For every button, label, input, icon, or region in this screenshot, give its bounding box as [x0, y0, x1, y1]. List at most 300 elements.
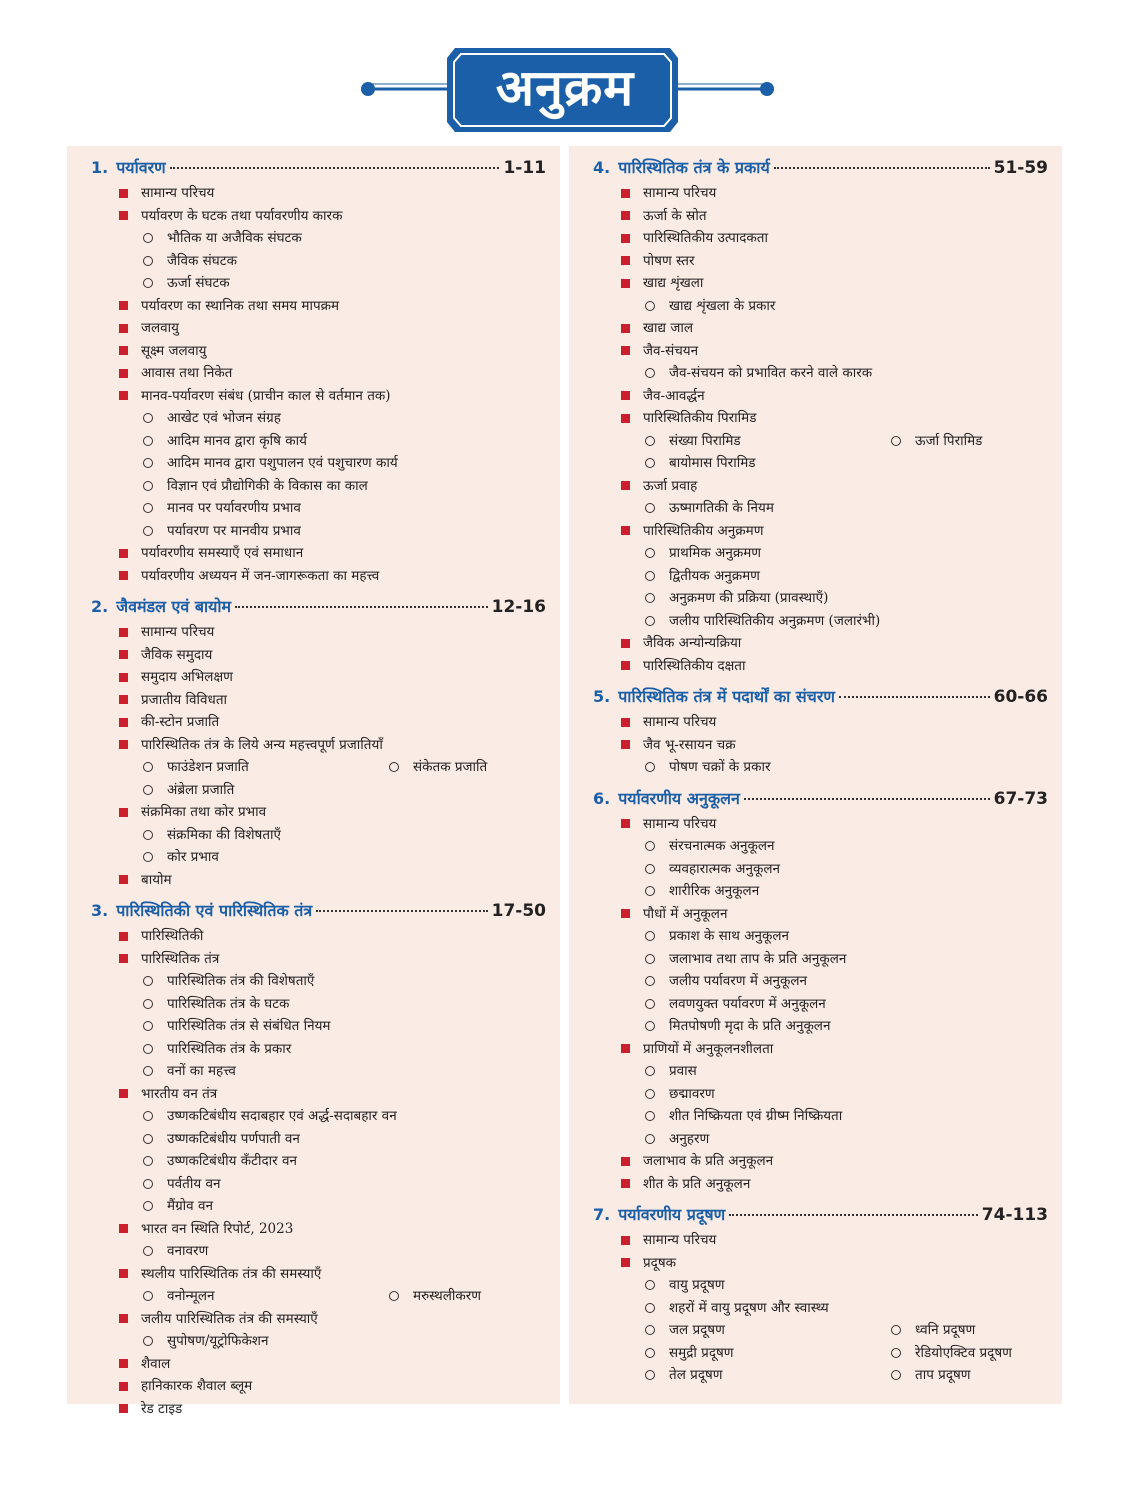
toc-topic[interactable] — [593, 250, 1048, 273]
toc-subtopic[interactable] — [593, 1083, 1048, 1106]
circle-bullet-icon — [645, 593, 655, 603]
toc-topic[interactable] — [91, 1218, 546, 1241]
circle-bullet-icon — [389, 1291, 399, 1301]
toc-topic[interactable] — [91, 666, 546, 689]
toc-entry — [119, 734, 383, 757]
toc-entry — [143, 824, 281, 847]
dot-leader — [316, 910, 487, 912]
toc-topic[interactable] — [91, 1398, 546, 1421]
toc-entry — [621, 813, 716, 836]
square-bullet-icon — [119, 1089, 128, 1098]
toc-entry — [143, 1173, 221, 1196]
circle-bullet-icon — [645, 571, 655, 581]
toc-entry-text: शहरों में वायु प्रदूषण और स्वास्थ्य — [669, 1299, 829, 1316]
toc-entry — [891, 1319, 975, 1342]
toc-entry-text: शैवाल — [141, 1355, 171, 1372]
toc-entry — [645, 970, 807, 993]
square-bullet-icon — [119, 1224, 128, 1233]
toc-entry-text: मानव-पर्यावरण संबंध (प्राचीन काल से वर्तमान तक) — [141, 387, 391, 404]
chapter-heading[interactable] — [593, 787, 1048, 813]
toc-subtopic[interactable] — [593, 1128, 1048, 1151]
toc-entry-text: विज्ञान एवं प्रौद्योगिकी के विकास का काल — [167, 477, 368, 494]
square-bullet-icon — [621, 391, 630, 400]
toc-subtopic[interactable] — [593, 1342, 1048, 1365]
toc-topic[interactable] — [91, 1083, 546, 1106]
toc-subtopic[interactable] — [593, 756, 1048, 779]
toc-entry-text: पारिस्थितिकीय दक्षता — [643, 657, 746, 674]
toc-entry-text: उष्णकटिबंधीय पर्णपाती वन — [167, 1130, 300, 1147]
toc-entry — [143, 1015, 331, 1038]
toc-topic[interactable] — [593, 1252, 1048, 1275]
circle-bullet-icon — [645, 436, 655, 446]
toc-topic[interactable] — [91, 711, 546, 734]
toc-entry-text: तेल प्रदूषण — [669, 1367, 723, 1383]
toc-entry-text: रेड टाइड — [141, 1400, 183, 1417]
toc-entry — [645, 295, 775, 318]
toc-subtopic[interactable] — [593, 610, 1048, 633]
toc-topic[interactable] — [91, 925, 546, 948]
circle-bullet-icon — [645, 864, 655, 874]
page-range: 74-113 — [981, 1205, 1048, 1225]
toc-entry-text: प्रकाश के साथ अनुकूलन — [669, 928, 790, 944]
toc-entry — [119, 340, 207, 363]
toc-subtopic[interactable] — [91, 970, 546, 993]
toc-entry — [645, 880, 759, 903]
toc-entry — [143, 250, 237, 273]
toc-entry — [645, 1297, 829, 1320]
square-bullet-icon — [119, 954, 128, 963]
square-bullet-icon — [119, 369, 128, 378]
toc-topic[interactable] — [91, 317, 546, 340]
toc-subtopic[interactable] — [91, 430, 546, 453]
toc-entry-text: मितपोषणी मृदा के प्रति अनुकूलन — [669, 1018, 831, 1034]
toc-subtopic[interactable] — [593, 993, 1048, 1016]
toc-chapter — [593, 156, 1048, 677]
toc-subtopic[interactable] — [91, 1015, 546, 1038]
toc-entry — [143, 1240, 208, 1263]
square-bullet-icon — [621, 740, 630, 749]
toc-entry-text: अंब्रेला प्रजाति — [167, 781, 235, 798]
circle-bullet-icon — [143, 278, 153, 288]
square-bullet-icon — [119, 740, 128, 749]
toc-subtopic[interactable] — [593, 362, 1048, 385]
toc-entry — [621, 1229, 716, 1252]
toc-subtopic[interactable] — [91, 407, 546, 430]
toc-topic[interactable] — [593, 734, 1048, 757]
toc-entry-text: शारीरिक अनुकूलन — [669, 883, 760, 899]
toc-entry-text: जैव भू-रसायन चक्र — [643, 736, 736, 753]
toc-topic[interactable] — [593, 340, 1048, 363]
toc-entry — [119, 205, 342, 228]
toc-entry-text: प्रदूषक — [643, 1254, 677, 1271]
chapter-heading[interactable] — [91, 156, 546, 182]
toc-entry — [143, 520, 301, 543]
toc-entry — [143, 452, 398, 475]
square-bullet-icon — [621, 481, 630, 490]
toc-chapter — [593, 685, 1048, 779]
circle-bullet-icon — [645, 1089, 655, 1099]
chapter-heading[interactable] — [593, 156, 1048, 182]
toc-column-left — [67, 146, 560, 1417]
toc-entry-text: बायोम — [141, 871, 172, 888]
toc-entry-text: अनुहरण — [669, 1130, 710, 1147]
circle-bullet-icon — [143, 1111, 153, 1121]
toc-topic[interactable] — [593, 407, 1048, 430]
toc-subtopic[interactable] — [91, 1038, 546, 1061]
toc-entry — [645, 1060, 697, 1083]
toc-entry — [119, 182, 214, 205]
toc-topic[interactable] — [593, 1173, 1048, 1196]
toc-entry-text: पोषण स्तर — [643, 252, 695, 269]
circle-bullet-icon — [645, 999, 655, 1009]
toc-entry-text: संक्रमिका तथा कोर प्रभाव — [141, 804, 267, 820]
toc-entry — [119, 869, 172, 892]
circle-bullet-icon — [645, 1370, 655, 1380]
square-bullet-icon — [119, 391, 128, 400]
toc-entry-text: संकेतक प्रजाति — [413, 759, 488, 775]
toc-entry — [119, 1308, 318, 1331]
toc-topic[interactable] — [593, 711, 1048, 734]
toc-entry-text: पर्यावरणीय समस्याएँ एवं समाधान — [141, 545, 304, 561]
toc-subtopic[interactable] — [593, 497, 1048, 520]
square-bullet-icon — [119, 718, 128, 727]
chapter-number: 3. — [91, 901, 109, 920]
toc-subtopic[interactable] — [91, 272, 546, 295]
toc-entry — [143, 1195, 213, 1218]
circle-bullet-icon — [891, 1370, 901, 1380]
toc-entry — [645, 565, 760, 588]
toc-entry — [143, 497, 301, 520]
toc-topic[interactable] — [91, 205, 546, 228]
toc-entry — [645, 1128, 709, 1151]
square-bullet-icon — [621, 256, 630, 265]
toc-subtopic[interactable] — [91, 1330, 546, 1353]
toc-subtopic[interactable] — [91, 520, 546, 543]
circle-bullet-icon — [143, 785, 153, 795]
circle-bullet-icon — [645, 301, 655, 311]
toc-entry — [119, 1353, 170, 1376]
toc-entry-text: सामान्य परिचय — [643, 714, 717, 730]
circle-bullet-icon — [143, 1246, 153, 1256]
toc-entry-text: सूक्ष्म जलवायु — [141, 342, 207, 359]
toc-entry-text: उष्णकटिबंधीय कँटीदार वन — [167, 1153, 297, 1169]
toc-entry-text: सामान्य परिचय — [643, 185, 717, 201]
toc-entry-text: ऊर्जा प्रवाह — [643, 477, 698, 494]
toc-entry — [621, 1150, 773, 1173]
toc-subtopic[interactable] — [91, 250, 546, 273]
toc-topic[interactable] — [593, 1038, 1048, 1061]
toc-topic[interactable] — [91, 689, 546, 712]
square-bullet-icon — [621, 639, 630, 648]
circle-bullet-icon — [645, 1280, 655, 1290]
toc-topic[interactable] — [91, 542, 546, 565]
square-bullet-icon — [119, 673, 128, 682]
toc-entry — [143, 475, 368, 498]
toc-entry-text: सामान्य परिचय — [141, 624, 215, 640]
toc-subtopic[interactable] — [91, 1240, 546, 1263]
toc-entry — [621, 632, 741, 655]
circle-bullet-icon — [645, 458, 655, 468]
circle-bullet-icon — [143, 458, 153, 468]
toc-subtopic[interactable] — [593, 948, 1048, 971]
toc-subtopic[interactable] — [593, 1364, 1048, 1387]
toc-topic[interactable] — [593, 520, 1048, 543]
toc-subtopic[interactable] — [91, 1173, 546, 1196]
toc-subtopic[interactable] — [91, 993, 546, 1016]
toc-entry-text: आखेट एवं भोजन संग्रह — [167, 410, 281, 426]
toc-entry — [645, 1274, 725, 1297]
toc-subtopic[interactable] — [91, 824, 546, 847]
toc-entry — [119, 666, 233, 689]
toc-topic[interactable] — [593, 1229, 1048, 1252]
chapter-title: पर्यावरणीय प्रदूषण — [618, 1205, 726, 1224]
toc-entry — [621, 1038, 773, 1061]
circle-bullet-icon — [891, 436, 901, 446]
toc-entry-text: ऊष्मागतिकी के नियम — [669, 500, 774, 516]
square-bullet-icon — [621, 1044, 630, 1053]
toc-entry-text: फाउंडेशन प्रजाति — [167, 759, 249, 775]
square-bullet-icon — [119, 1382, 128, 1391]
toc-entry — [119, 711, 219, 734]
toc-subtopic[interactable] — [593, 925, 1048, 948]
toc-entry — [645, 1015, 830, 1038]
toc-entry-text: रेडियोएक्टिव प्रदूषण — [915, 1344, 1012, 1361]
toc-entry — [645, 542, 761, 565]
toc-entry — [645, 1083, 715, 1106]
square-bullet-icon — [621, 279, 630, 288]
circle-bullet-icon — [143, 436, 153, 446]
toc-subtopic[interactable] — [593, 1060, 1048, 1083]
circle-bullet-icon — [143, 762, 153, 772]
toc-subtopic[interactable] — [593, 587, 1048, 610]
toc-entry-text: पर्यावरण पर मानवीय प्रभाव — [167, 522, 301, 539]
toc-topic[interactable] — [593, 385, 1048, 408]
toc-entry-text: जलवायु — [141, 320, 180, 336]
toc-entry-text: पौधों में अनुकूलन — [643, 905, 728, 922]
toc-entry — [645, 1364, 891, 1387]
page-range: 17-50 — [491, 901, 546, 921]
toc-topic[interactable] — [91, 869, 546, 892]
toc-entry — [143, 227, 302, 250]
dot-leader — [744, 798, 990, 800]
circle-bullet-icon — [143, 976, 153, 986]
toc-entry-text: पारिस्थितिकीय पिरामिड — [643, 410, 757, 426]
toc-entry — [621, 340, 698, 363]
toc-chapter — [91, 899, 546, 1420]
circle-bullet-icon — [645, 548, 655, 558]
toc-entry — [119, 644, 212, 667]
toc-subtopic[interactable] — [593, 295, 1048, 318]
toc-chapter — [91, 595, 546, 891]
toc-topic[interactable] — [593, 227, 1048, 250]
toc-topic[interactable] — [91, 1375, 546, 1398]
toc-topic[interactable] — [593, 475, 1048, 498]
toc-subtopic[interactable] — [593, 835, 1048, 858]
toc-entry-text: पारिस्थितिक तंत्र के प्रकार — [167, 1040, 292, 1057]
square-bullet-icon — [119, 1314, 128, 1323]
toc-entry — [645, 362, 872, 385]
toc-entry — [621, 1173, 750, 1196]
toc-entry-text: ऊर्जा के स्रोत — [643, 207, 707, 224]
toc-subtopic[interactable] — [593, 880, 1048, 903]
square-bullet-icon — [119, 695, 128, 704]
circle-bullet-icon — [389, 762, 399, 772]
toc-subtopic[interactable] — [91, 1128, 546, 1151]
toc-entry-text: खाद्य शृंखला — [643, 275, 704, 291]
toc-entry — [143, 430, 307, 453]
chapter-heading[interactable] — [593, 1203, 1048, 1229]
circle-bullet-icon — [645, 1021, 655, 1031]
toc-chapter — [593, 1203, 1048, 1387]
toc-entry — [119, 948, 219, 971]
circle-bullet-icon — [891, 1348, 901, 1358]
toc-entry-text: मानव पर पर्यावरणीय प्रभाव — [167, 500, 301, 516]
toc-subtopic[interactable] — [91, 756, 546, 779]
toc-subtopic[interactable] — [593, 1297, 1048, 1320]
square-bullet-icon — [119, 301, 128, 310]
toc-entry — [621, 272, 703, 295]
toc-subtopic[interactable] — [91, 475, 546, 498]
chapter-heading[interactable] — [593, 685, 1048, 711]
toc-subtopic[interactable] — [91, 1150, 546, 1173]
toc-entry — [645, 835, 775, 858]
toc-topic[interactable] — [91, 621, 546, 644]
toc-entry — [621, 711, 716, 734]
toc-topic[interactable] — [91, 1353, 546, 1376]
toc-entry-text: वनों का महत्त्व — [167, 1063, 236, 1079]
toc-topic[interactable] — [91, 644, 546, 667]
toc-topic[interactable] — [91, 340, 546, 363]
chapter-heading[interactable] — [91, 595, 546, 621]
toc-entry-text: अनुक्रमण की प्रक्रिया (प्रावस्थाएँ) — [669, 590, 829, 606]
toc-topic[interactable] — [593, 317, 1048, 340]
chapter-number: 2. — [91, 597, 109, 616]
square-bullet-icon — [119, 1269, 128, 1278]
toc-subtopic[interactable] — [593, 858, 1048, 881]
toc-subtopic[interactable] — [91, 1285, 546, 1308]
toc-entry-text: ध्वनि प्रदूषण — [915, 1322, 976, 1338]
circle-bullet-icon — [143, 1179, 153, 1189]
toc-entry — [119, 1083, 217, 1106]
toc-topic[interactable] — [593, 182, 1048, 205]
circle-bullet-icon — [143, 1291, 153, 1301]
toc-subtopic[interactable] — [593, 542, 1048, 565]
toc-entry-text: प्राथमिक अनुक्रमण — [669, 545, 762, 561]
toc-entry-text: संरचनात्मक अनुकूलन — [669, 838, 775, 854]
toc-entry-text: द्वितीयक अनुक्रमण — [669, 567, 760, 584]
circle-bullet-icon — [143, 526, 153, 536]
chapter-heading[interactable] — [91, 899, 546, 925]
toc-topic[interactable] — [91, 565, 546, 588]
toc-topic[interactable] — [593, 813, 1048, 836]
toc-entry — [621, 903, 727, 926]
page-range: 60-66 — [993, 687, 1048, 707]
toc-subtopic[interactable] — [593, 1105, 1048, 1128]
toc-entry-text: ऊर्जा संघटक — [167, 275, 230, 291]
circle-bullet-icon — [645, 1066, 655, 1076]
toc-topic[interactable] — [593, 655, 1048, 678]
dot-leader — [729, 1214, 978, 1216]
toc-topic[interactable] — [91, 734, 546, 757]
toc-entry — [119, 1218, 293, 1241]
circle-bullet-icon — [143, 1021, 153, 1031]
toc-entry — [143, 779, 234, 802]
toc-entry — [119, 1375, 252, 1398]
toc-entry-text: सुपोषण/यूट्रोफिकेशन — [167, 1333, 269, 1349]
toc-entry — [645, 1342, 891, 1365]
toc-entry-text: प्रजातीय विविधता — [141, 691, 228, 708]
square-bullet-icon — [119, 1359, 128, 1368]
toc-topic[interactable] — [91, 295, 546, 318]
toc-entry-text: पारिस्थितिकीय अनुक्रमण — [643, 522, 764, 539]
toc-subtopic[interactable] — [91, 1060, 546, 1083]
toc-chapter — [593, 787, 1048, 1196]
toc-topic[interactable] — [593, 272, 1048, 295]
toc-entry-text: जैव-आवर्द्धन — [643, 387, 705, 404]
toc-topic[interactable] — [593, 903, 1048, 926]
circle-bullet-icon — [645, 954, 655, 964]
toc-topic[interactable] — [91, 1263, 546, 1286]
toc-entry-text: वायु प्रदूषण — [669, 1277, 725, 1293]
toc-subtopic[interactable] — [593, 970, 1048, 993]
toc-entry — [891, 430, 982, 453]
toc-entry — [645, 497, 774, 520]
toc-entry — [621, 407, 756, 430]
toc-subtopic[interactable] — [91, 1105, 546, 1128]
toc-subtopic[interactable] — [91, 779, 546, 802]
toc-entry — [645, 1319, 891, 1342]
toc-topic[interactable] — [593, 1150, 1048, 1173]
toc-subtopic[interactable] — [91, 452, 546, 475]
toc-entry — [645, 925, 789, 948]
toc-topic[interactable] — [91, 362, 546, 385]
toc-subtopic[interactable] — [593, 430, 1048, 453]
toc-subtopic[interactable] — [593, 1015, 1048, 1038]
toc-subtopic[interactable] — [593, 565, 1048, 588]
toc-entry-text: मैंग्रोव वन — [167, 1198, 213, 1214]
toc-topic[interactable] — [91, 948, 546, 971]
toc-entry — [119, 689, 227, 712]
toc-subtopic[interactable] — [593, 1319, 1048, 1342]
square-bullet-icon — [621, 1258, 630, 1267]
toc-topic[interactable] — [91, 182, 546, 205]
toc-topic[interactable] — [91, 1308, 546, 1331]
toc-subtopic[interactable] — [91, 497, 546, 520]
toc-topic[interactable] — [91, 801, 546, 824]
toc-topic[interactable] — [593, 205, 1048, 228]
circle-bullet-icon — [645, 762, 655, 772]
toc-subtopic[interactable] — [91, 227, 546, 250]
toc-entry-text: जैविक संघटक — [167, 252, 237, 269]
square-bullet-icon — [119, 324, 128, 333]
page-range: 67-73 — [993, 788, 1048, 809]
toc-subtopic[interactable] — [593, 1274, 1048, 1297]
toc-subtopic[interactable] — [91, 1195, 546, 1218]
toc-entry — [143, 1330, 268, 1353]
toc-entry — [119, 1263, 321, 1286]
toc-subtopic[interactable] — [593, 452, 1048, 475]
toc-topic[interactable] — [593, 632, 1048, 655]
toc-entry — [143, 1128, 300, 1151]
square-bullet-icon — [621, 909, 630, 918]
chapter-title: जैवमंडल एवं बायोम — [116, 597, 232, 616]
toc-subtopic[interactable] — [91, 846, 546, 869]
toc-entry-text: खाद्य शृंखला के प्रकार — [669, 297, 776, 314]
toc-entry — [621, 734, 736, 757]
toc-topic[interactable] — [91, 385, 546, 408]
toc-entry — [621, 655, 746, 678]
toc-entry — [143, 1060, 236, 1083]
